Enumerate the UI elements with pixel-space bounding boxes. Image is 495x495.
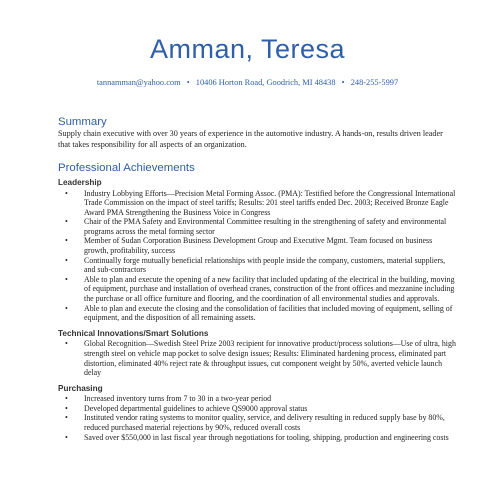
technical-list [58,339,457,377]
list-item: • Global Recognition—Swedish Steel Prize 2003 recipient for innovative product/process solutions—Use of ultra, high strength steel on vehicle map pocket to solve design issues; Results: Eliminated hardening process, eliminated part distortion, eliminated 40% reject rate & throughput issues, cut component weight by 50%, averted vehicle launch delay [58,339,457,377]
resume-content [58,116,457,442]
leadership-list [58,189,457,323]
list-item: • Chair of the PMA Safety and Environmental Committee resulting in the strengthening of safety and environmental programs across the metal forming sector [58,217,457,236]
contact-separator: • [186,78,190,87]
candidate-name: Amman, Teresa [149,34,346,64]
contact-separator: • [341,78,345,87]
purchasing-list [58,394,457,442]
section-title-technical: Technical Innovations/Smart Solutions [58,328,209,338]
list-item: • Able to plan and execute the closing and the consolidation of facilities that included moving of equipment, selling of equipment, and the disposition of all remaining assets. [58,304,457,323]
list-item: • Member of Sudan Corporation Business Development Group and Executive Mgmt. Team focused on business growth, profitability, success [58,236,457,255]
achievements-heading: Professional Achievements [58,162,195,174]
list-item: • Instituted vendor rating systems to monitor quality, service, and delivery resulting in reduced supply base by 80%, reduced purchased material rejections by 90%, reduced overall costs [58,413,457,432]
list-item: • Developed departmental guidelines to achieve QS9000 approval status [58,404,457,414]
list-item: • Continually forge mutually beneficial relationships with people inside the company, customers, material suppliers, and sub-contractors [58,256,457,275]
contact-line [0,78,495,87]
list-item: • Increased inventory turns from 7 to 30 in a two-year period [58,394,457,404]
list-item: • Industry Lobbying Efforts—Precision Metal Forming Assoc. (PMA): Testified before the Congressional International Trade Commission on the impact of steel tariffs; Results: 201 steel tariffs ended Dec. 2003; Received Bronze Eagle Award PMA Strengthening the Business Voice in Congress [58,189,457,218]
email-link[interactable]: tannamman@yahoo.com [96,78,181,87]
phone-text: 248-255-5997 [350,78,399,87]
address-text: 10406 Horton Road, Goodrich, MI 48438 [195,78,336,87]
summary-text: Supply chain executive with over 30 years of experience in the automotive industry. A hands-on, results driven leader that takes responsibility for all aspects of an organization. [58,129,443,149]
list-item: • Able to plan and execute the opening of a new facility that included updating of the electrical in the building, moving of equipment, purchase and installation of overhead cranes, construction of the front offices and mezzanine including the purchase or all office furniture and flooring, and the coordination of all environmental studies and approvals. [58,275,457,304]
summary-heading: Summary [58,116,107,128]
section-title-leadership: Leadership [58,178,102,187]
section-title-purchasing: Purchasing [58,383,103,393]
list-item: • Saved over $550,000 in last fiscal year through negotiations for tooling, shipping, production and engineering costs [58,433,457,443]
